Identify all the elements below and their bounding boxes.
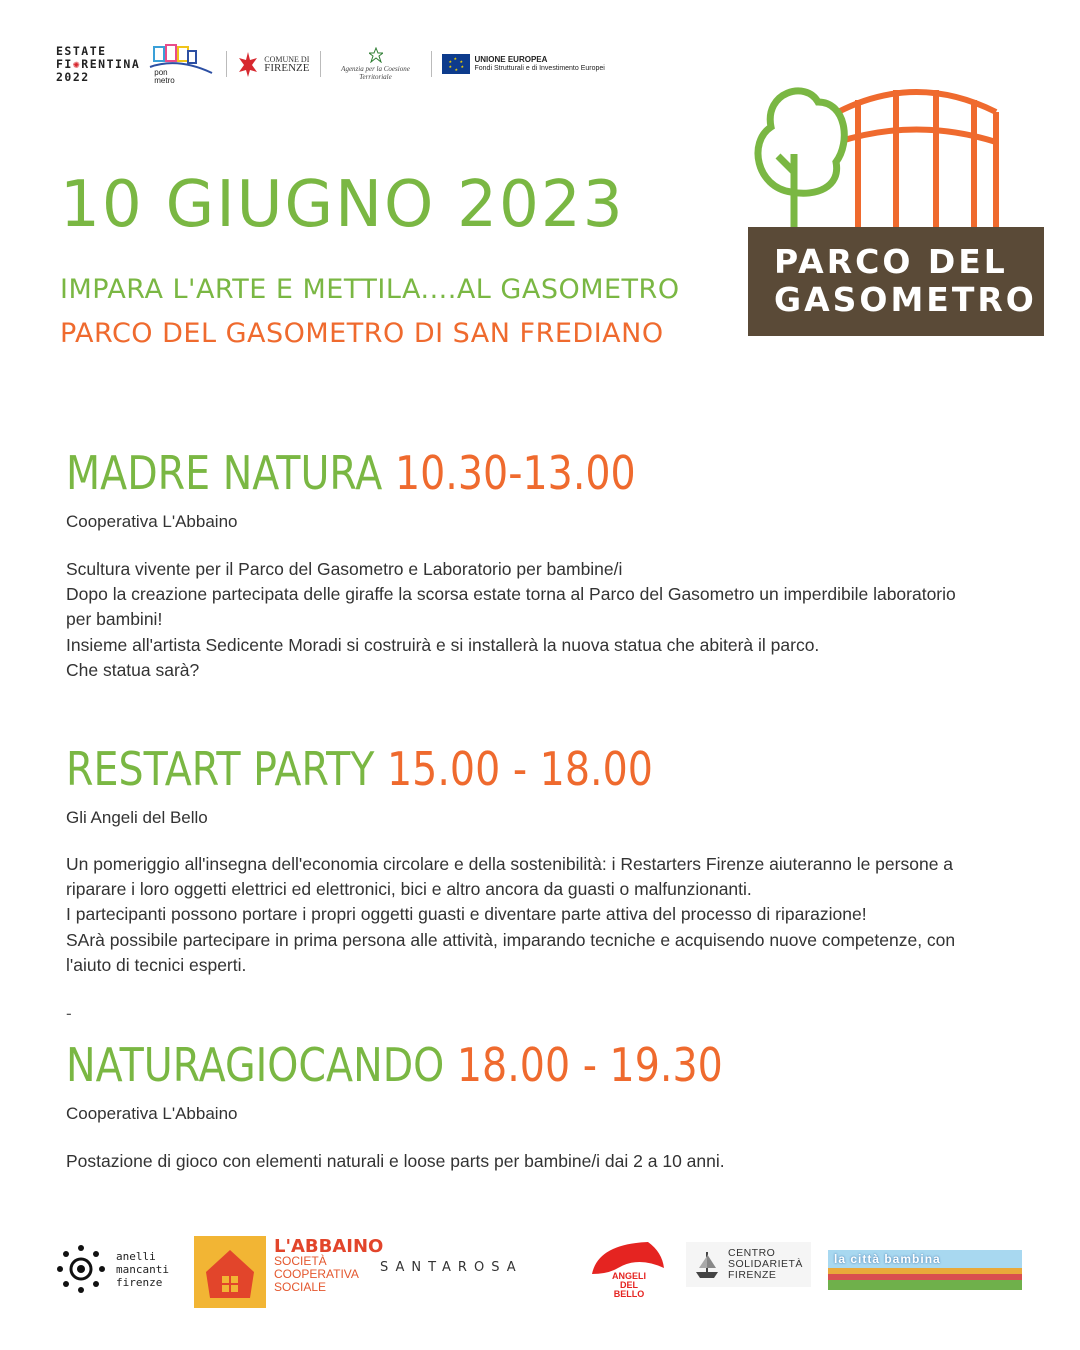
centro-line: SOLIDARIETÀ bbox=[728, 1258, 803, 1270]
description-line: Dopo la creazione partecipata delle giraffe la scorsa estate torna al Parco del Gasometro un imperdibile laboratorio per bambini! bbox=[66, 584, 956, 630]
park-name-board bbox=[748, 227, 1044, 336]
anelli-line: firenze bbox=[116, 1275, 163, 1289]
event-time: 15.00 - 18.00 bbox=[387, 742, 653, 796]
description-line: Insieme all'artista Sedicente Moradi si costruirà e si installerà la nuova statua che abiterà il parco. bbox=[66, 634, 820, 655]
event-location: PARCO DEL GASOMETRO DI SAN FREDIANO bbox=[60, 318, 664, 349]
agenzia-label: Agenzia per la Coesione Territoriale bbox=[341, 65, 410, 81]
bottom-sponsor-strip bbox=[56, 1230, 1026, 1314]
abbaino-line: SOCIETÀ bbox=[274, 1254, 327, 1268]
comune-firenze-logo bbox=[237, 50, 309, 78]
description-line: Scultura vivente per il Parco del Gasometro e Laboratorio per bambine/i bbox=[66, 559, 623, 579]
citta-label: la città bambina bbox=[834, 1252, 941, 1266]
spiral-icon bbox=[56, 1244, 106, 1294]
event-time: 18.00 - 19.30 bbox=[456, 1038, 723, 1092]
estate-line-2: FI✺RENTINA bbox=[56, 56, 141, 71]
description-line: I partecipanti possono portare i propri oggetti guasti e diventare parte attiva del processo di riparazione! bbox=[66, 904, 867, 925]
event-title-restart-party bbox=[66, 742, 653, 796]
event-title-madre-natura bbox=[66, 446, 636, 500]
anelli-mancanti-logo bbox=[56, 1244, 169, 1294]
divider bbox=[226, 51, 227, 77]
anelli-line: mancanti bbox=[116, 1262, 169, 1276]
tree-gasometer-icon bbox=[746, 72, 1046, 232]
divider bbox=[431, 51, 432, 77]
estate-line-1: ESTATE bbox=[56, 43, 107, 58]
house-icon bbox=[194, 1236, 266, 1308]
angeli-del-bello-logo bbox=[588, 1238, 668, 1314]
emblem-icon bbox=[369, 47, 383, 63]
angeli-line: BELLO bbox=[613, 1289, 645, 1299]
event-organizer: Cooperativa L'Abbaino bbox=[66, 1104, 238, 1123]
event-tagline: IMPARA L'ARTE E METTILA....AL GASOMETRO bbox=[60, 274, 680, 305]
pon-metro-logo bbox=[148, 43, 216, 85]
eu-flag-icon: ★ ★ ★ ★ ★ ★ bbox=[442, 54, 470, 74]
top-sponsor-strip bbox=[56, 40, 616, 88]
estate-line-3: 2022 bbox=[56, 69, 90, 84]
event-description bbox=[66, 852, 966, 978]
divider bbox=[320, 51, 321, 77]
centro-solidarieta-logo bbox=[686, 1242, 811, 1287]
angeli-line: ANGELI bbox=[612, 1271, 647, 1281]
event-description bbox=[66, 1149, 966, 1174]
agenzia-coesione-logo bbox=[331, 47, 421, 81]
event-time: 10.30-13.00 bbox=[394, 446, 636, 500]
ship-icon bbox=[694, 1250, 720, 1280]
citta-bambina-logo bbox=[828, 1250, 1022, 1290]
anelli-line: anelli bbox=[116, 1249, 156, 1263]
centro-line: FIRENZE bbox=[728, 1269, 777, 1281]
section-separator: - bbox=[66, 1004, 72, 1023]
santarosa-logo: SANTAROSA bbox=[380, 1260, 523, 1275]
event-name: MADRE NATURA bbox=[66, 446, 383, 500]
estate-fiorentina-logo bbox=[56, 45, 140, 84]
giglio-icon bbox=[237, 50, 259, 78]
angeli-line: DEL bbox=[620, 1280, 638, 1290]
park-name-line-2: GASOMETRO bbox=[774, 280, 1037, 319]
centro-line: CENTRO bbox=[728, 1247, 776, 1259]
description-line: Un pomeriggio all'insegna dell'economia circolare e della sostenibilità: i Restarters Firenze aiuteranno le persone a riparare i loro oggetti elettrici ed elettronici, bici e altro ancora da guasti o malfunzionanti. bbox=[66, 854, 954, 900]
event-organizer: Cooperativa L'Abbaino bbox=[66, 512, 238, 531]
abbaino-logo bbox=[194, 1236, 383, 1308]
abbaino-title: L'ABBAINO bbox=[274, 1236, 384, 1257]
description-line: Postazione di gioco con elementi naturali e loose parts per bambine/i dai 2 a 10 anni. bbox=[66, 1151, 725, 1171]
event-name: RESTART PARTY bbox=[66, 742, 375, 796]
eu-title: UNIONE EUROPEA bbox=[474, 54, 548, 64]
abbaino-line: COOPERATIVA bbox=[274, 1267, 359, 1281]
description-line: SArà possibile partecipare in prima persona alle attività, imparando tecniche e acquisendo nuove competenze, con l'aiuto di tecnici esperti. bbox=[66, 929, 956, 975]
comune-small-label: COMUNE DI bbox=[264, 55, 310, 64]
pon-metro-label: pon metro bbox=[154, 68, 175, 85]
event-name: NATURAGIOCANDO bbox=[66, 1038, 445, 1092]
eu-subtitle: Fondi Strutturali e di Investimento Europei bbox=[474, 64, 605, 72]
abbaino-line: SOCIALE bbox=[274, 1280, 327, 1294]
event-organizer: Gli Angeli del Bello bbox=[66, 808, 208, 827]
event-description bbox=[66, 557, 966, 683]
comune-big-label: FIRENZE bbox=[264, 62, 310, 74]
parco-gasometro-logo bbox=[746, 72, 1046, 336]
event-date: 10 GIUGNO 2023 bbox=[60, 168, 625, 242]
park-name-line-1: PARCO DEL bbox=[774, 242, 1008, 281]
description-line: Che statua sarà? bbox=[66, 659, 200, 680]
event-title-naturagiocando bbox=[66, 1038, 723, 1092]
unione-europea-logo bbox=[442, 54, 605, 74]
